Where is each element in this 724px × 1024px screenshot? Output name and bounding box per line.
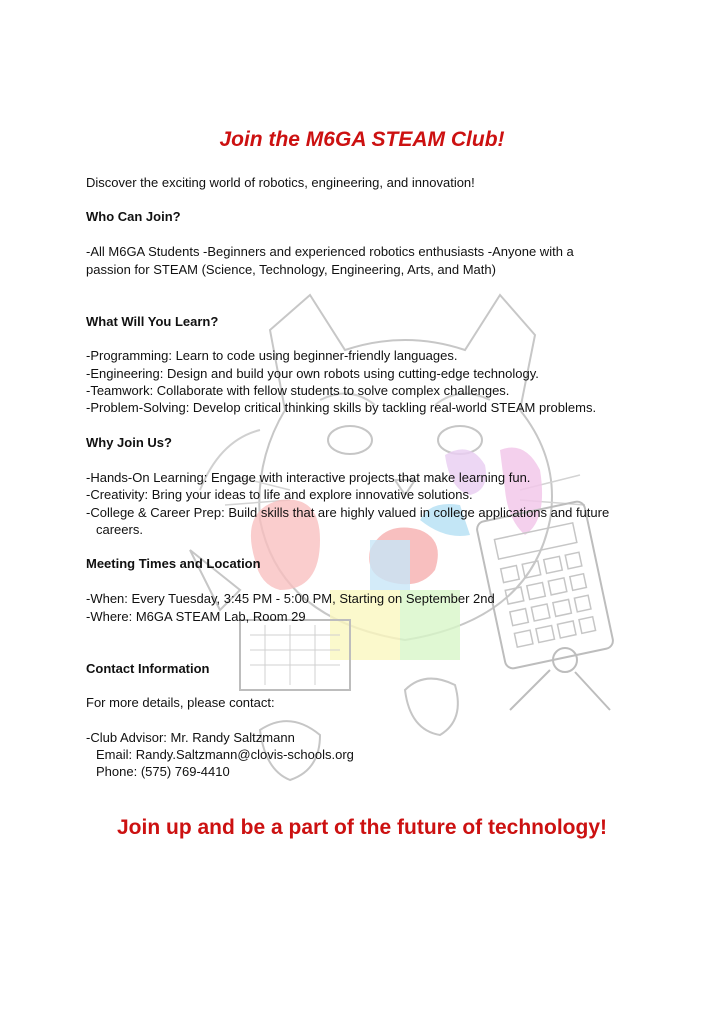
learn-heading: What Will You Learn? bbox=[86, 314, 219, 329]
closing-slogan: Join up and be a part of the future of technology! bbox=[117, 816, 607, 839]
meeting-where: -Where: M6GA STEAM Lab, Room 29 bbox=[86, 609, 306, 624]
intro-text: Discover the exciting world of robotics, engineering, and innovation! bbox=[86, 175, 475, 190]
why-item: -Creativity: Bring your ideas to life and explore innovative solutions. bbox=[86, 487, 473, 502]
contact-advisor: -Club Advisor: Mr. Randy Saltzmann bbox=[86, 730, 295, 745]
contact-email: Email: Randy.Saltzmann@clovis-schools.org bbox=[96, 747, 354, 762]
learn-item: -Teamwork: Collaborate with fellow students to solve complex challenges. bbox=[86, 383, 510, 398]
why-item-continued: careers. bbox=[96, 522, 143, 537]
contact-heading: Contact Information bbox=[86, 661, 210, 676]
contact-intro: For more details, please contact: bbox=[86, 695, 275, 710]
meeting-heading: Meeting Times and Location bbox=[86, 556, 261, 571]
learn-item: -Engineering: Design and build your own robots using cutting-edge technology. bbox=[86, 366, 539, 381]
learn-item: -Programming: Learn to code using beginner-friendly languages. bbox=[86, 348, 458, 363]
meeting-when: -When: Every Tuesday, 3:45 PM - 5:00 PM, Starting on September 2nd bbox=[86, 591, 495, 606]
why-item: -College & Career Prep: Build skills that are highly valued in college applications and future bbox=[86, 505, 610, 520]
contact-phone: Phone: (575) 769-4410 bbox=[96, 764, 230, 779]
learn-item: -Problem-Solving: Develop critical thinking skills by tackling real-world STEAM problems. bbox=[86, 400, 597, 415]
why-item: -Hands-On Learning: Engage with interactive projects that make learning fun. bbox=[86, 470, 531, 485]
flyer-title: Join the M6GA STEAM Club! bbox=[219, 128, 505, 151]
who-line-1: -All M6GA Students -Beginners and experienced robotics enthusiasts -Anyone with a bbox=[86, 244, 574, 259]
why-heading: Why Join Us? bbox=[86, 435, 172, 450]
who-heading: Who Can Join? bbox=[86, 209, 181, 224]
who-line-2: passion for STEAM (Science, Technology, Engineering, Arts, and Math) bbox=[86, 262, 496, 277]
